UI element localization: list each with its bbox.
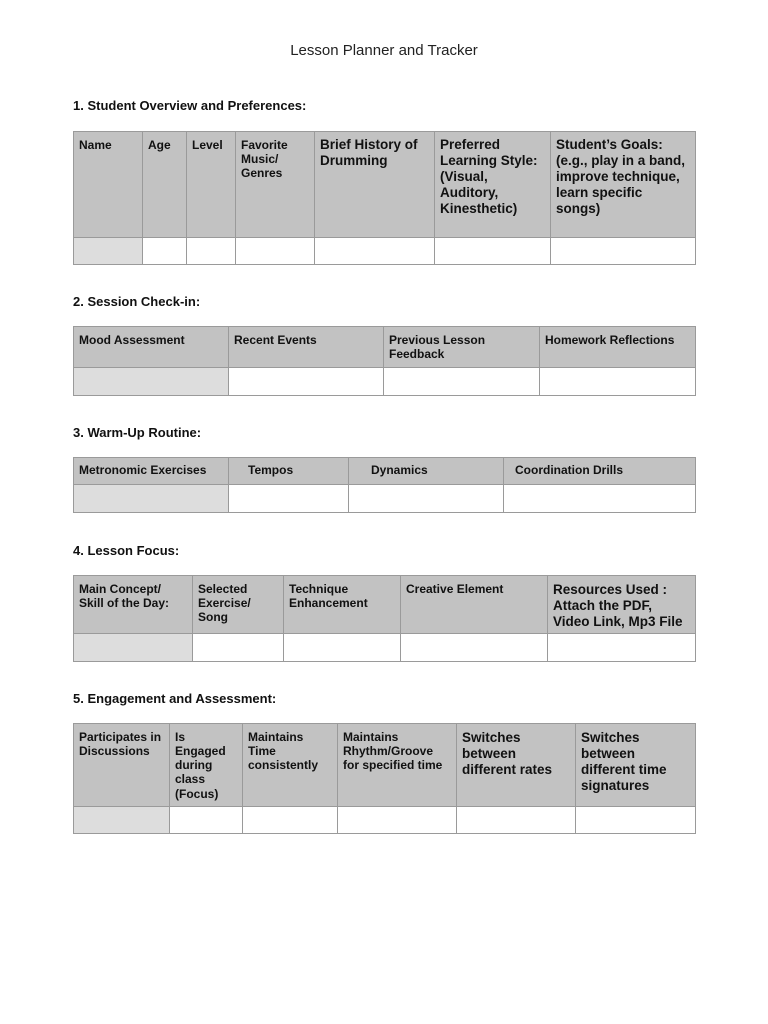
column-header-selected-exercise: Selected Exercise/ Song xyxy=(193,576,284,634)
column-header-maintains-rhythm: Maintains Rhythm/Groove for specified time xyxy=(338,724,457,807)
section-4-heading: 4. Lesson Focus: xyxy=(73,543,180,558)
cell-main-concept[interactable] xyxy=(74,634,193,662)
column-header-age: Age xyxy=(143,132,187,238)
column-header-maintains-time: Maintains Time consistently xyxy=(243,724,338,807)
engagement-assessment-table xyxy=(73,723,696,834)
page-title: Lesson Planner and Tracker xyxy=(290,42,478,59)
column-header-drumming-history: Brief History of Drumming xyxy=(315,132,435,238)
cell-metronomic-exercises[interactable] xyxy=(74,485,229,513)
column-header-resources-used: Resources Used : Attach the PDF, Video Link, Mp3 File xyxy=(548,576,696,634)
column-header-metronomic-exercises: Metronomic Exercises xyxy=(74,458,229,485)
cell-maintains-rhythm[interactable] xyxy=(338,807,457,834)
column-header-switches-time-signatures: Switches between different time signatures xyxy=(576,724,696,807)
cell-mood-assessment[interactable] xyxy=(74,368,229,396)
cell-coordination-drills[interactable] xyxy=(504,485,696,513)
section-1-heading: 1. Student Overview and Preferences: xyxy=(73,98,307,113)
cell-learning-style[interactable] xyxy=(435,238,551,265)
cell-resources-used[interactable] xyxy=(548,634,696,662)
cell-recent-events[interactable] xyxy=(229,368,384,396)
session-checkin-table xyxy=(73,326,696,396)
column-header-level: Level xyxy=(187,132,236,238)
cell-previous-lesson-feedback[interactable] xyxy=(384,368,540,396)
column-header-student-goals: Student’s Goals: (e.g., play in a band, improve technique, learn specific songs) xyxy=(551,132,696,238)
cell-level[interactable] xyxy=(187,238,236,265)
cell-creative-element[interactable] xyxy=(401,634,548,662)
column-header-participates-discussions: Participates in Discussions xyxy=(74,724,170,807)
cell-name[interactable] xyxy=(74,238,143,265)
column-header-name: Name xyxy=(74,132,143,238)
column-header-creative-element: Creative Element xyxy=(401,576,548,634)
cell-switches-time-signatures[interactable] xyxy=(576,807,696,834)
column-header-dynamics: Dynamics xyxy=(349,458,504,485)
lesson-focus-table xyxy=(73,575,696,662)
cell-switches-rates[interactable] xyxy=(457,807,576,834)
section-3-heading: 3. Warm-Up Routine: xyxy=(73,425,202,440)
column-header-homework-reflections: Homework Reflections xyxy=(540,327,696,368)
cell-favorite-music[interactable] xyxy=(236,238,315,265)
warmup-routine-table xyxy=(73,457,696,513)
cell-student-goals[interactable] xyxy=(551,238,696,265)
cell-drumming-history[interactable] xyxy=(315,238,435,265)
column-header-learning-style: Preferred Learning Style: (Visual, Auditory, Kinesthetic) xyxy=(435,132,551,238)
cell-tempos[interactable] xyxy=(229,485,349,513)
cell-homework-reflections[interactable] xyxy=(540,368,696,396)
student-overview-table xyxy=(73,131,696,265)
column-header-favorite-music: Favorite Music/ Genres xyxy=(236,132,315,238)
cell-technique-enhancement[interactable] xyxy=(284,634,401,662)
column-header-recent-events: Recent Events xyxy=(229,327,384,368)
column-header-technique-enhancement: Technique Enhancement xyxy=(284,576,401,634)
column-header-switches-rates: Switches between different rates xyxy=(457,724,576,807)
cell-engaged-focus[interactable] xyxy=(170,807,243,834)
cell-dynamics[interactable] xyxy=(349,485,504,513)
cell-participates-discussions[interactable] xyxy=(74,807,170,834)
column-header-main-concept: Main Concept/ Skill of the Day: xyxy=(74,576,193,634)
column-header-coordination-drills: Coordination Drills xyxy=(504,458,696,485)
cell-selected-exercise[interactable] xyxy=(193,634,284,662)
column-header-mood-assessment: Mood Assessment xyxy=(74,327,229,368)
column-header-engaged-focus: Is Engaged during class (Focus) xyxy=(170,724,243,807)
column-header-tempos: Tempos xyxy=(229,458,349,485)
section-5-heading: 5. Engagement and Assessment: xyxy=(73,691,277,706)
cell-age[interactable] xyxy=(143,238,187,265)
section-2-heading: 2. Session Check-in: xyxy=(73,294,201,309)
column-header-previous-lesson-feedback: Previous Lesson Feedback xyxy=(384,327,540,368)
cell-maintains-time[interactable] xyxy=(243,807,338,834)
